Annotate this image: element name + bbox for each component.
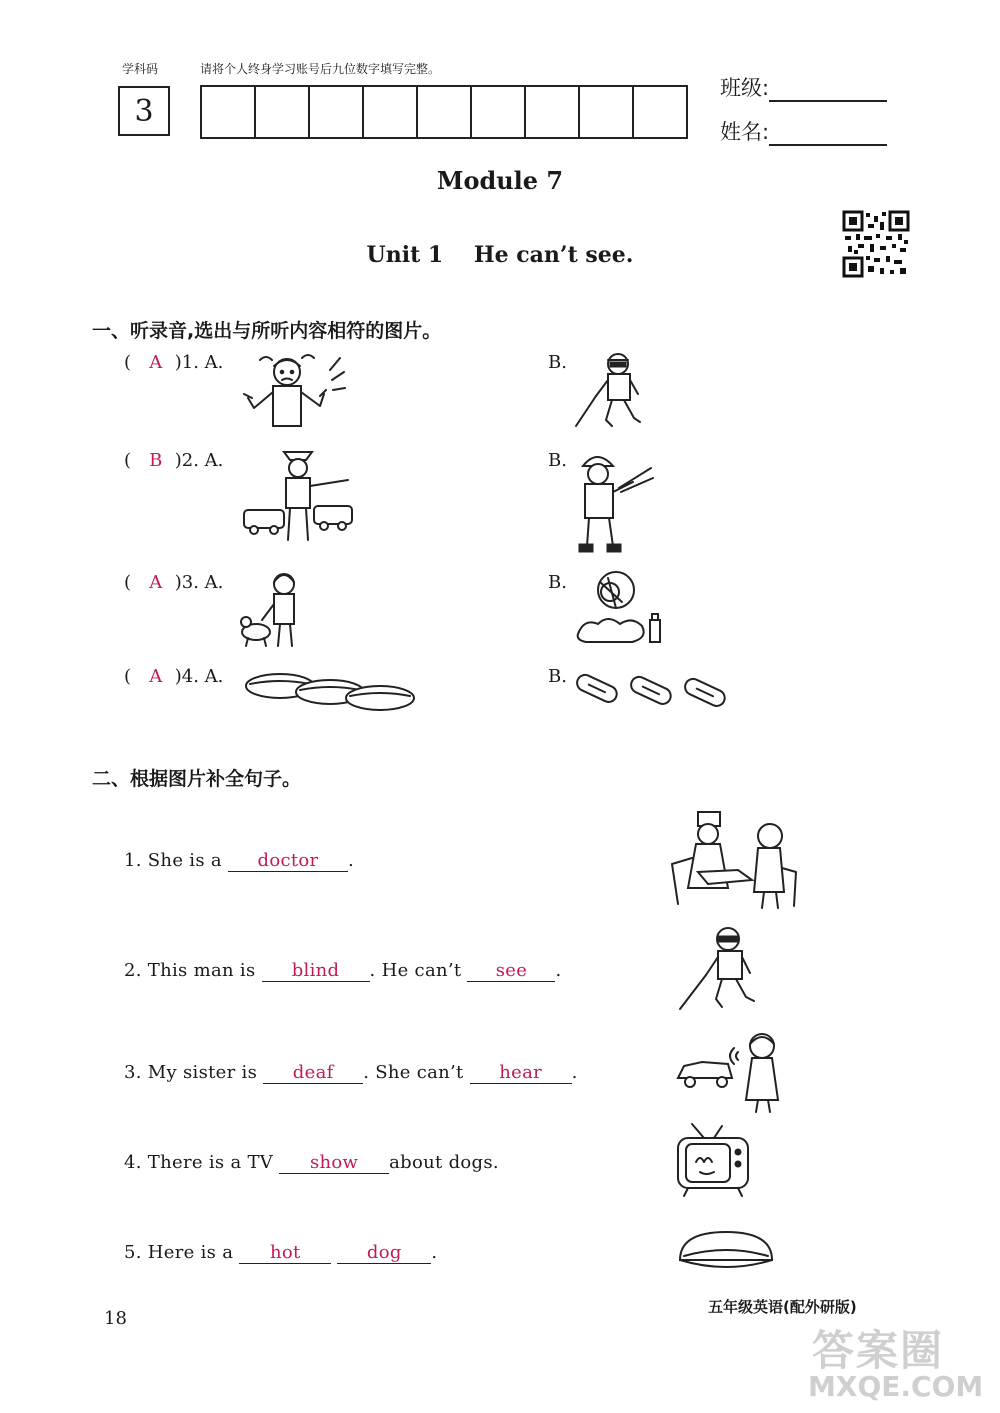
sentence-text: 3. My sister is xyxy=(124,1062,264,1083)
digit-box[interactable] xyxy=(256,87,310,137)
firefighter-illustration xyxy=(575,448,655,558)
sentence-text: 2. This man is xyxy=(124,960,262,981)
account-digit-boxes[interactable] xyxy=(200,85,688,139)
question-label: )3. A. xyxy=(174,572,224,593)
answer-blank[interactable]: show xyxy=(279,1152,389,1174)
paren-open: ( xyxy=(124,666,132,687)
sentence-1 xyxy=(124,850,354,872)
sentence-text: . xyxy=(431,1242,438,1263)
answer-blank[interactable]: see xyxy=(467,960,555,982)
digit-box[interactable] xyxy=(310,87,364,137)
sentence-text: . xyxy=(347,850,354,871)
tv-illustration xyxy=(674,1122,754,1200)
sentence-text: . xyxy=(571,1062,578,1083)
sentence-text: 5. Here is a xyxy=(124,1242,240,1263)
paren-open: ( xyxy=(124,572,132,593)
sausages-illustration xyxy=(572,666,732,716)
blind-man-illustration xyxy=(568,350,658,430)
digit-box[interactable] xyxy=(418,87,472,137)
question-label: )4. A. xyxy=(174,666,224,687)
option-b-label: B. xyxy=(548,666,567,687)
girl-with-dog-illustration xyxy=(240,570,315,650)
girl-washing-illustration xyxy=(572,568,667,648)
name-label: 姓名: xyxy=(720,120,770,144)
digit-box[interactable] xyxy=(526,87,580,137)
sentence-5 xyxy=(124,1242,437,1264)
option-b-label: B. xyxy=(548,352,567,373)
digit-box[interactable] xyxy=(634,87,686,137)
paren-open: ( xyxy=(124,352,132,373)
answer-blank[interactable]: dog xyxy=(337,1242,431,1264)
digit-box[interactable] xyxy=(202,87,256,137)
sentence-text: . He can’t xyxy=(369,960,468,981)
answer-blank[interactable]: hear xyxy=(470,1062,572,1084)
doctor-and-girl-illustration xyxy=(668,808,803,913)
blind-man-walking-illustration xyxy=(676,925,766,1013)
traffic-police-illustration xyxy=(240,448,355,543)
page-number: 18 xyxy=(104,1308,127,1329)
sentence-text: 1. She is a xyxy=(124,850,228,871)
answer-3[interactable]: A xyxy=(149,572,163,593)
sentence-2 xyxy=(124,960,561,982)
sentence-text: about dogs. xyxy=(389,1152,499,1173)
answer-1[interactable]: A xyxy=(149,352,163,373)
paren-open: ( xyxy=(124,450,132,471)
name-field[interactable] xyxy=(720,116,887,146)
sentence-text: . xyxy=(555,960,562,981)
sentence-text: . She can’t xyxy=(363,1062,470,1083)
subject-code-label: 学科码 xyxy=(122,62,159,76)
answer-2[interactable]: B xyxy=(149,450,163,471)
module-title: Module 7 xyxy=(436,166,564,195)
watermark-url: MXQE.COM xyxy=(808,1370,984,1403)
class-line[interactable] xyxy=(769,76,887,102)
digit-box[interactable] xyxy=(472,87,526,137)
class-label: 班级: xyxy=(720,76,770,100)
subject-code-box: 3 xyxy=(118,86,170,136)
sentence-text: 4. There is a TV xyxy=(124,1152,280,1173)
section1-heading: 一、听录音,选出与所听内容相符的图片。 xyxy=(92,320,442,342)
book-title: 五年级英语(配外研版) xyxy=(708,1298,857,1316)
question-2 xyxy=(124,450,223,471)
digit-box[interactable] xyxy=(364,87,418,137)
sentence-4 xyxy=(124,1152,499,1174)
answer-4[interactable]: A xyxy=(149,666,163,687)
digit-box[interactable] xyxy=(580,87,634,137)
sentence-3 xyxy=(124,1062,578,1084)
hot-dog-illustration xyxy=(676,1226,776,1278)
watermark-brand: 答案圈 xyxy=(812,1326,945,1375)
section2-heading: 二、根据图片补全句子。 xyxy=(92,768,302,790)
question-4 xyxy=(124,666,223,687)
question-1 xyxy=(124,352,223,373)
car-and-girl-illustration xyxy=(674,1030,794,1115)
question-label: )2. A. xyxy=(174,450,224,471)
class-field[interactable] xyxy=(720,72,887,102)
question-3 xyxy=(124,572,223,593)
hot-dogs-illustration xyxy=(244,664,419,714)
answer-blank[interactable]: doctor xyxy=(228,850,348,872)
option-b-label: B. xyxy=(548,450,567,471)
answer-blank[interactable]: blind xyxy=(262,960,370,982)
name-line[interactable] xyxy=(769,120,887,146)
answer-blank[interactable]: hot xyxy=(239,1242,331,1264)
option-b-label: B. xyxy=(548,572,567,593)
answer-blank[interactable]: deaf xyxy=(263,1062,363,1084)
account-instruction: 请将个人终身学习账号后九位数字填写完整。 xyxy=(200,62,441,76)
question-label: )1. A. xyxy=(174,352,224,373)
unit-title: Unit 1 He can’t see. xyxy=(366,242,634,268)
confused-boy-illustration xyxy=(240,350,350,435)
qr-code-icon xyxy=(842,210,910,278)
